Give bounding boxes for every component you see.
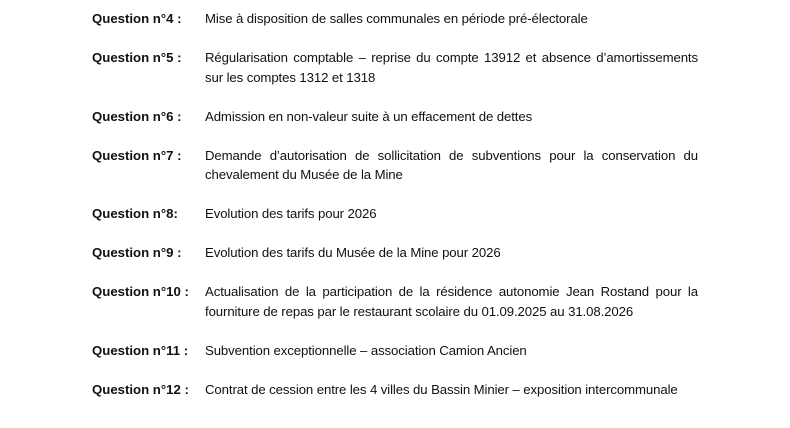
question-number: Question n°8: [92,206,178,221]
question-title: Subvention exceptionnelle – association Camion Ancien [205,342,527,358]
question-number: Question n°12 : [92,381,189,397]
question-title: Régularisation comptable – reprise du compte 13912 et absence d’amortissements sur les comptes 1312 et 1318 [205,50,698,85]
question-title: Mise à disposition de salles communales en période pré-électorale [205,11,588,26]
question-number: Question n°10 : [92,284,189,299]
question-item [92,48,698,87]
question-title: Evolution des tarifs pour 2026 [205,206,377,221]
question-item [92,204,698,224]
question-item [92,9,698,29]
question-item [92,380,698,400]
question-number: Question n°9 : [92,245,182,260]
question-list [92,9,698,399]
question-title: Contrat de cession entre les 4 villes du Bassin Minier – exposition intercommunale [205,381,678,397]
question-item [92,146,698,185]
question-item [92,341,698,361]
question-number: Question n°4 : [92,11,182,26]
question-title: Evolution des tarifs du Musée de la Mine pour 2026 [205,245,501,260]
question-item [92,282,698,321]
question-number: Question n°6 : [92,108,182,124]
question-number: Question n°11 : [92,342,189,358]
question-number: Question n°7 : [92,147,182,163]
question-title: Actualisation de la participation de la résidence autonomie Jean Rostand pour la fourniture de repas par le restaurant scolaire du 01.09.2025 au 31.08.2026 [205,284,698,319]
question-title: Demande d’autorisation de sollicitation de subventions pour la conservation du chevalement du Musée de la Mine [205,147,698,182]
question-title: Admission en non-valeur suite à un effacement de dettes [205,108,533,124]
question-item [92,107,698,127]
question-item [92,243,698,263]
question-number: Question n°5 : [92,50,182,65]
